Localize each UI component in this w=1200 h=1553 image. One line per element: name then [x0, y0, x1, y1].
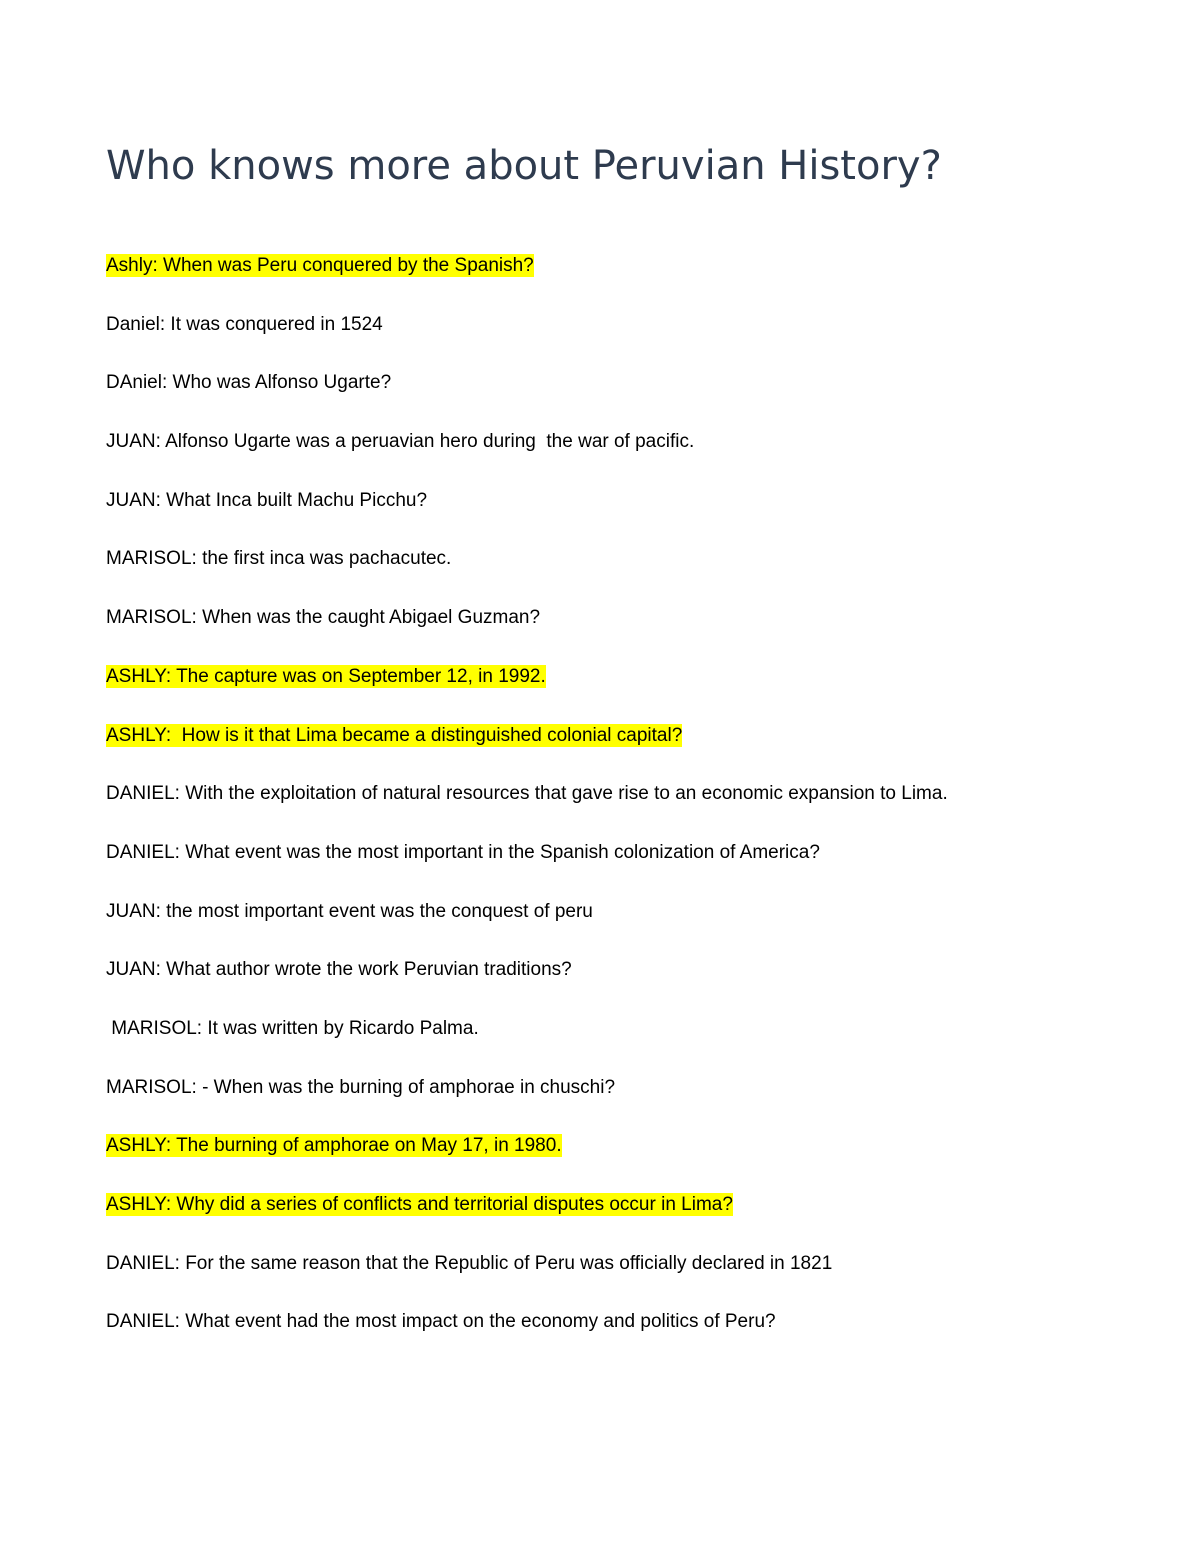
dialogue-line	[106, 485, 1106, 544]
dialogue-line-text: JUAN: Alfonso Ugarte was a peruavian hero during the war of pacific.	[106, 431, 695, 453]
dialogue-line	[106, 602, 1106, 661]
dialogue-line-text: ASHLY: The burning of amphorae on May 17, in 1980.	[106, 1135, 562, 1157]
highlighted-dialogue-line	[106, 250, 1106, 309]
dialogue-line-text: ASHLY: How is it that Lima became a distinguished colonial capital?	[106, 724, 683, 746]
highlighted-dialogue-line	[106, 720, 1106, 779]
dialogue-line-text: JUAN: What author wrote the work Peruvian traditions?	[106, 959, 572, 981]
document-title: Who knows more about Peruvian History?	[106, 143, 942, 189]
dialogue-line-text: MARISOL: When was the caught Abigael Guzman?	[106, 607, 541, 629]
dialogue-line-text: MARISOL: the first inca was pachacutec.	[106, 548, 452, 570]
dialogue-list	[106, 250, 1106, 1365]
dialogue-line	[106, 778, 1106, 837]
dialogue-line-text: DANIEL: For the same reason that the Republic of Peru was officially declared in 1821	[106, 1252, 833, 1274]
dialogue-line	[106, 426, 1106, 485]
dialogue-line	[106, 309, 1106, 368]
dialogue-line-text: DAniel: Who was Alfonso Ugarte?	[106, 372, 392, 394]
dialogue-line-text: ASHLY: The capture was on September 12, in 1992.	[106, 665, 546, 687]
dialogue-line	[106, 954, 1106, 1013]
dialogue-line	[106, 1248, 1106, 1307]
dialogue-line	[106, 1013, 1106, 1072]
dialogue-line-text: Ashly: When was Peru conquered by the Spanish?	[106, 255, 534, 276]
dialogue-line-text: DANIEL: With the exploitation of natural resources that gave rise to an economic expansion to Lima.	[106, 783, 948, 805]
dialogue-line-text: JUAN: What Inca built Machu Picchu?	[106, 489, 428, 511]
dialogue-line	[106, 896, 1106, 955]
dialogue-line	[106, 367, 1106, 426]
highlighted-dialogue-line	[106, 661, 1106, 720]
dialogue-line-text: DANIEL: What event had the most impact on the economy and politics of Peru?	[106, 1311, 776, 1333]
dialogue-line	[106, 1306, 1106, 1365]
highlighted-dialogue-line	[106, 1189, 1106, 1248]
dialogue-line-text: DANIEL: What event was the most important in the Spanish colonization of America?	[106, 841, 820, 863]
dialogue-line	[106, 837, 1106, 896]
highlighted-dialogue-line	[106, 1130, 1106, 1189]
dialogue-line-text: ASHLY: Why did a series of conflicts and territorial disputes occur in Lima?	[106, 1194, 733, 1215]
dialogue-line-text: MARISOL: - When was the burning of amphorae in chuschi?	[106, 1076, 616, 1098]
dialogue-line	[106, 1072, 1106, 1131]
dialogue-line-text: MARISOL: It was written by Ricardo Palma.	[106, 1017, 479, 1039]
dialogue-line-text: JUAN: the most important event was the conquest of peru	[106, 900, 593, 922]
dialogue-line-text: Daniel: It was conquered in 1524	[106, 313, 383, 335]
dialogue-line	[106, 543, 1106, 602]
